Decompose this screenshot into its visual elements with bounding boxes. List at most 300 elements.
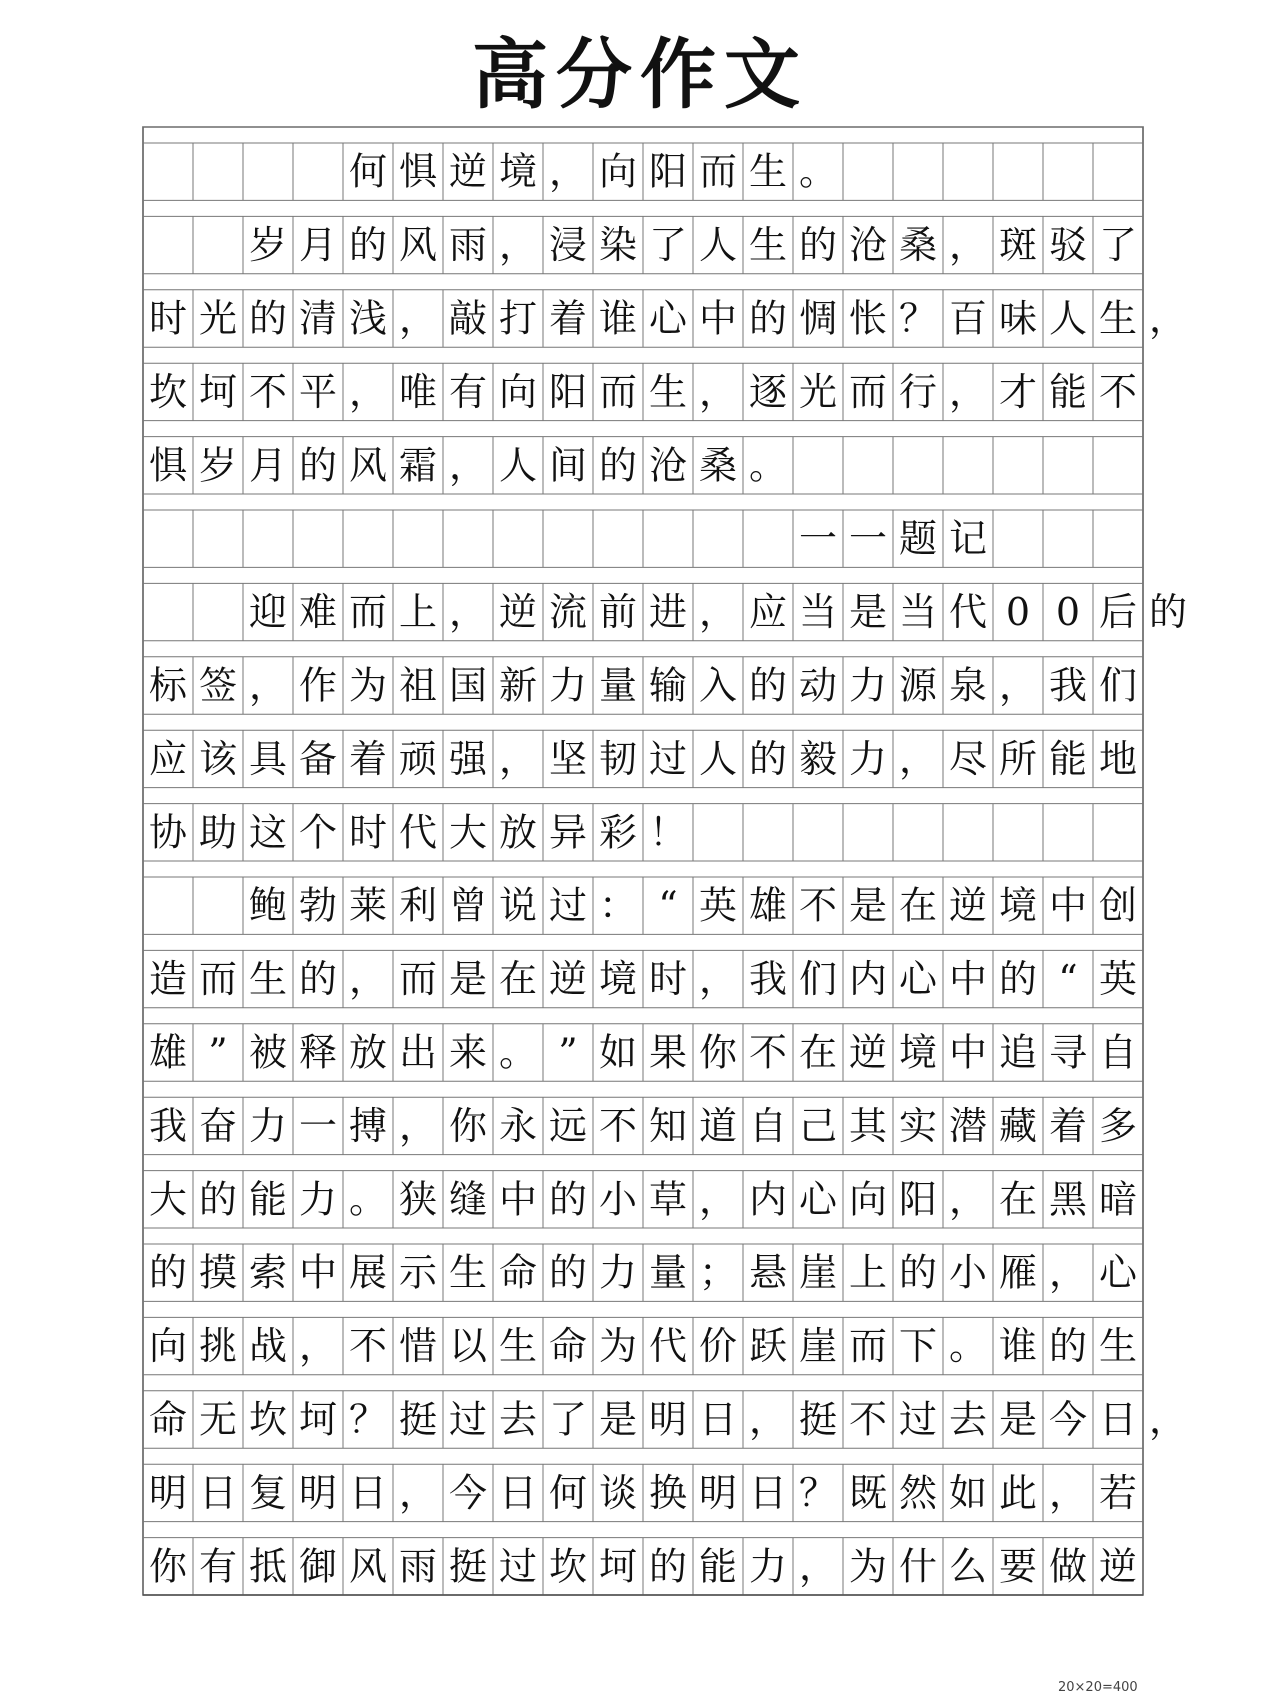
grid-character: 行 — [898, 369, 938, 414]
grid-character: 是 — [598, 1397, 638, 1442]
grid-character: 个 — [298, 810, 338, 855]
grid-character: 题 — [898, 516, 938, 561]
grid-character: 能 — [1048, 736, 1088, 781]
grid-character: 过 — [448, 1397, 488, 1442]
grid-character: 记 — [948, 516, 988, 561]
grid-character: 月 — [248, 443, 288, 488]
grid-character: 。 — [498, 1030, 538, 1075]
grid-character: 时 — [148, 296, 188, 341]
grid-character: 莱 — [348, 883, 388, 928]
grid-character: ， — [298, 1324, 338, 1369]
grid-character: 风 — [398, 223, 438, 268]
grid-character: 说 — [498, 883, 538, 928]
grid-character: 不 — [348, 1324, 388, 1369]
grid-character: 能 — [698, 1544, 738, 1589]
grid-character: 做 — [1048, 1544, 1088, 1589]
grid-character: 而 — [698, 149, 738, 194]
grid-character: 霜 — [398, 443, 438, 488]
grid-character: 你 — [148, 1544, 188, 1589]
grid-character: 逆 — [548, 957, 588, 1002]
grid-character: 了 — [548, 1397, 588, 1442]
grid-character: 出 — [398, 1030, 438, 1075]
grid-character: 跃 — [748, 1324, 788, 1369]
grid-character: 人 — [698, 736, 738, 781]
grid-character: 来 — [448, 1030, 488, 1075]
grid-character: 逆 — [448, 149, 488, 194]
grid-character: 为 — [848, 1544, 888, 1589]
grid-character: 何 — [348, 149, 388, 194]
grid-character: 追 — [998, 1030, 1038, 1075]
grid-character: 岁 — [198, 443, 238, 488]
grid-character: 尽 — [948, 736, 988, 781]
grid-character: 。 — [348, 1177, 388, 1222]
grid-character: 挺 — [448, 1544, 488, 1589]
grid-character: 阳 — [648, 149, 688, 194]
grid-character: 示 — [398, 1250, 438, 1295]
grid-character: 境 — [498, 149, 538, 194]
grid-character: 大 — [448, 810, 488, 855]
grid-character: 唯 — [398, 369, 438, 414]
grid-character: 我 — [148, 1103, 188, 1148]
grid-character: 抵 — [248, 1544, 288, 1589]
grid-character: 向 — [598, 149, 638, 194]
grid-character: 浅 — [348, 296, 388, 341]
grid-character: 潜 — [948, 1103, 988, 1148]
grid-character: 雁 — [998, 1250, 1038, 1295]
grid-character: 的 — [348, 223, 388, 268]
grid-character: 韧 — [598, 736, 638, 781]
grid-character: 生 — [448, 1250, 488, 1295]
grid-character: 0 — [1055, 590, 1081, 635]
grid-character: 其 — [848, 1103, 888, 1148]
grid-character: 向 — [498, 369, 538, 414]
grid-character: 惜 — [398, 1324, 438, 1369]
grid-character: 命 — [148, 1397, 188, 1442]
grid-character: 0 — [1005, 590, 1031, 635]
grid-character: 后 — [1098, 590, 1138, 635]
grid-character: 坎 — [548, 1544, 588, 1589]
grid-character: 挺 — [398, 1397, 438, 1442]
grid-character: ， — [698, 957, 738, 1002]
grid-character: 味 — [998, 296, 1038, 341]
grid-character: 彩 — [598, 810, 638, 855]
grid-character: 境 — [998, 883, 1038, 928]
grid-character: 中 — [948, 1030, 988, 1075]
grid-character: 。 — [748, 443, 788, 488]
grid-character: 力 — [598, 1250, 638, 1295]
grid-character: 的 — [998, 957, 1038, 1002]
grid-character: 释 — [298, 1030, 338, 1075]
grid-character: 代 — [948, 590, 988, 635]
grid-character: 人 — [1048, 296, 1088, 341]
grid-character: 复 — [248, 1470, 288, 1515]
grid-character: 代 — [398, 810, 438, 855]
grid-character: 流 — [548, 590, 588, 635]
grid-character: 英 — [698, 883, 738, 928]
grid-character: 命 — [498, 1250, 538, 1295]
grid-character: 动 — [798, 663, 838, 708]
grid-character: 是 — [998, 1397, 1038, 1442]
grid-character: ， — [398, 1103, 438, 1148]
grid-character: 果 — [648, 1030, 688, 1075]
grid-character: 生 — [748, 223, 788, 268]
grid-character: 前 — [598, 590, 638, 635]
grid-character: 斑 — [998, 223, 1038, 268]
grid-character: 量 — [598, 663, 638, 708]
grid-character: 今 — [448, 1470, 488, 1515]
grid-character: 挺 — [798, 1397, 838, 1442]
grid-character: 祖 — [398, 663, 438, 708]
grid-character: 坎 — [248, 1397, 288, 1442]
grid-character: 中 — [498, 1177, 538, 1222]
grid-character: 量 — [648, 1250, 688, 1295]
grid-character: 中 — [698, 296, 738, 341]
grid-character: 们 — [798, 957, 838, 1002]
grid-character: 不 — [748, 1030, 788, 1075]
grid-character: 逆 — [848, 1030, 888, 1075]
grid-character: ， — [798, 1544, 838, 1589]
grid-character: 一 — [298, 1103, 338, 1148]
grid-character: 时 — [648, 957, 688, 1002]
grid-character: 摸 — [198, 1250, 238, 1295]
grid-character: 谈 — [598, 1470, 638, 1515]
grid-character: 逆 — [1098, 1544, 1138, 1589]
page-title: 高分作文 — [472, 30, 808, 119]
grid-character: 过 — [648, 736, 688, 781]
grid-character: 的 — [748, 736, 788, 781]
grid-character: 具 — [248, 736, 288, 781]
grid-character: 新 — [498, 663, 538, 708]
grid-character: 心 — [648, 296, 688, 341]
grid-character: 心 — [898, 957, 938, 1002]
grid-character: 暗 — [1098, 1177, 1138, 1222]
grid-character: 泉 — [948, 663, 988, 708]
grid-character: 心 — [798, 1177, 838, 1222]
grid-character: 坎 — [148, 369, 188, 414]
grid-character: 而 — [848, 1324, 888, 1369]
grid-character: 惆 — [798, 296, 838, 341]
grid-character: 此 — [998, 1470, 1038, 1515]
grid-character: 缝 — [448, 1177, 488, 1222]
grid-character: 这 — [248, 810, 288, 855]
grid-character: 地 — [1098, 736, 1138, 781]
grid-character: 放 — [498, 810, 538, 855]
grid-character: 崖 — [798, 1250, 838, 1295]
grid-character: 知 — [648, 1103, 688, 1148]
grid-character: 利 — [398, 883, 438, 928]
grid-character: 勃 — [298, 883, 338, 928]
grid-character: 能 — [248, 1177, 288, 1222]
grid-character: 了 — [1098, 223, 1138, 268]
grid-character: 价 — [698, 1324, 738, 1369]
grid-character: ， — [448, 443, 488, 488]
grid-character: 应 — [148, 736, 188, 781]
grid-character: 的 — [248, 296, 288, 341]
grid-character: 我 — [748, 957, 788, 1002]
grid-character: 的 — [798, 223, 838, 268]
grid-character: 何 — [548, 1470, 588, 1515]
grid-character: ， — [548, 149, 588, 194]
grid-character: 向 — [848, 1177, 888, 1222]
grid-character: 的 — [548, 1177, 588, 1222]
grid-character: ， — [248, 663, 288, 708]
grid-character: 造 — [148, 957, 188, 1002]
grid-character: 生 — [1098, 296, 1138, 341]
grid-character: “ — [1058, 957, 1078, 1002]
grid-character: 大 — [148, 1177, 188, 1222]
grid-character: 而 — [348, 590, 388, 635]
grid-character: ， — [998, 663, 1038, 708]
grid-character: ， — [698, 369, 738, 414]
grid-character: 明 — [148, 1470, 188, 1515]
grid-character: 向 — [148, 1324, 188, 1369]
grid-character: 百 — [948, 296, 988, 341]
grid-character: 坚 — [548, 736, 588, 781]
grid-character: 远 — [548, 1103, 588, 1148]
grid-character: 坷 — [198, 369, 238, 414]
grid-character: ， — [698, 590, 738, 635]
grid-character: 明 — [298, 1470, 338, 1515]
grid-character: 人 — [698, 223, 738, 268]
grid-character: 源 — [898, 663, 938, 708]
grid-character: 若 — [1098, 1470, 1138, 1515]
grid-character: ， — [498, 223, 538, 268]
grid-character: 的 — [1048, 1324, 1088, 1369]
grid-character: 染 — [598, 223, 638, 268]
grid-character: 惧 — [148, 443, 188, 488]
grid-character: 生 — [748, 149, 788, 194]
grid-character: 敲 — [448, 296, 488, 341]
grid-character: 内 — [748, 1177, 788, 1222]
grid-character: 御 — [298, 1544, 338, 1589]
grid-character: 的 — [548, 1250, 588, 1295]
grid-character: 上 — [848, 1250, 888, 1295]
grid-character: 明 — [648, 1397, 688, 1442]
grid-character: 平 — [298, 369, 338, 414]
grid-character: 的 — [148, 1250, 188, 1295]
grid-character: ？ — [348, 1397, 388, 1442]
grid-character: 力 — [848, 736, 888, 781]
grid-character: 的 — [198, 1177, 238, 1222]
grid-character: 自 — [1098, 1030, 1138, 1075]
grid-character: 过 — [498, 1544, 538, 1589]
grid-character: 标 — [148, 663, 188, 708]
grid-character: 无 — [198, 1397, 238, 1442]
grid-character: 内 — [848, 957, 888, 1002]
grid-count-label: 20×20=400 — [1058, 1680, 1138, 1695]
grid-character: 永 — [498, 1103, 538, 1148]
grid-character: 为 — [348, 663, 388, 708]
grid-character: 坷 — [298, 1397, 338, 1442]
grid-character: 搏 — [348, 1103, 388, 1148]
grid-character: 奋 — [198, 1103, 238, 1148]
grid-character: 日 — [348, 1470, 388, 1515]
grid-character: 当 — [798, 590, 838, 635]
grid-character: 风 — [348, 1544, 388, 1589]
grid-character: 什 — [898, 1544, 938, 1589]
grid-character: 的 — [898, 1250, 938, 1295]
grid-character: 上 — [398, 590, 438, 635]
grid-character: 过 — [548, 883, 588, 928]
grid-character: 挑 — [198, 1324, 238, 1369]
grid-character: 不 — [598, 1103, 638, 1148]
grid-character: 该 — [198, 736, 238, 781]
grid-character: 打 — [498, 296, 538, 341]
grid-character: 雨 — [398, 1544, 438, 1589]
grid-character: 所 — [998, 736, 1038, 781]
grid-character: 协 — [148, 810, 188, 855]
grid-character: 生 — [648, 369, 688, 414]
grid-character: 迎 — [248, 590, 288, 635]
grid-character: 了 — [648, 223, 688, 268]
grid-character: 力 — [548, 663, 588, 708]
grid-character: 间 — [548, 443, 588, 488]
grid-character: 狭 — [398, 1177, 438, 1222]
grid-character: 以 — [448, 1324, 488, 1369]
grid-character: 着 — [548, 296, 588, 341]
grid-character: 不 — [1098, 369, 1138, 414]
grid-character: ” — [208, 1030, 228, 1075]
grid-character: 月 — [298, 223, 338, 268]
grid-character: 放 — [348, 1030, 388, 1075]
grid-character: 寻 — [1048, 1030, 1088, 1075]
grid-character: 力 — [748, 1544, 788, 1589]
grid-character: 助 — [198, 810, 238, 855]
grid-character: 们 — [1098, 663, 1138, 708]
grid-character: ， — [748, 1397, 788, 1442]
grid-character: 为 — [598, 1324, 638, 1369]
grid-character: 雨 — [448, 223, 488, 268]
grid-character: 备 — [298, 736, 338, 781]
grid-character: 顽 — [398, 736, 438, 781]
grid-character: 毅 — [798, 736, 838, 781]
grid-character: 国 — [448, 663, 488, 708]
grid-character: 日 — [1098, 1397, 1138, 1442]
grid-character: 应 — [748, 590, 788, 635]
grid-character: 阳 — [898, 1177, 938, 1222]
grid-character: 然 — [898, 1470, 938, 1515]
grid-character: 作 — [298, 663, 338, 708]
grid-character: 而 — [598, 369, 638, 414]
grid-character: 实 — [898, 1103, 938, 1148]
grid-character: 境 — [898, 1030, 938, 1075]
grid-character: 是 — [848, 590, 888, 635]
grid-character: 而 — [398, 957, 438, 1002]
grid-character: 输 — [648, 663, 688, 708]
grid-character: ， — [348, 369, 388, 414]
grid-character: ” — [558, 1030, 578, 1075]
grid-character: 如 — [948, 1470, 988, 1515]
grid-character: 境 — [598, 957, 638, 1002]
grid-character: 力 — [848, 663, 888, 708]
grid-character: 你 — [448, 1103, 488, 1148]
grid-character: 你 — [698, 1030, 738, 1075]
grid-character: 有 — [448, 369, 488, 414]
grid-character: 的 — [748, 663, 788, 708]
grid-character: ， — [1048, 1470, 1088, 1515]
grid-character: 中 — [948, 957, 988, 1002]
grid-character: 战 — [248, 1324, 288, 1369]
grid-character: ， — [448, 590, 488, 635]
grid-character: 入 — [698, 663, 738, 708]
grid-character: 去 — [948, 1397, 988, 1442]
grid-character: 桑 — [698, 443, 738, 488]
grid-character: 不 — [848, 1397, 888, 1442]
grid-character: 人 — [498, 443, 538, 488]
grid-character: 命 — [548, 1324, 588, 1369]
grid-character: 。 — [948, 1324, 988, 1369]
grid-character: 换 — [648, 1470, 688, 1515]
grid-character: 崖 — [798, 1324, 838, 1369]
grid-character: 曾 — [448, 883, 488, 928]
grid-character: 浸 — [548, 223, 588, 268]
grid-character: 雄 — [148, 1030, 188, 1075]
grid-character: 悬 — [748, 1250, 788, 1295]
grid-character: 是 — [848, 883, 888, 928]
grid-character: 藏 — [998, 1103, 1038, 1148]
grid-character: 多 — [1098, 1103, 1138, 1148]
grid-character: 么 — [948, 1544, 988, 1589]
grid-character: 的 — [298, 443, 338, 488]
grid-character: 岁 — [248, 223, 288, 268]
grid-character: 逆 — [948, 883, 988, 928]
grid-character: 小 — [598, 1177, 638, 1222]
grid-character: ， — [1148, 296, 1188, 341]
grid-character: 逐 — [748, 369, 788, 414]
grid-character: 日 — [498, 1470, 538, 1515]
grid-character: 着 — [348, 736, 388, 781]
grid-character: 在 — [798, 1030, 838, 1075]
grid-character: 索 — [248, 1250, 288, 1295]
grid-character: ， — [1048, 1250, 1088, 1295]
grid-character: 惧 — [398, 149, 438, 194]
grid-character: 生 — [498, 1324, 538, 1369]
grid-character: 草 — [648, 1177, 688, 1222]
grid-character: 强 — [448, 736, 488, 781]
grid-character: 。 — [798, 149, 838, 194]
grid-character: 鲍 — [248, 883, 288, 928]
grid-character: 异 — [548, 810, 588, 855]
grid-character: 小 — [948, 1250, 988, 1295]
grid-character: 光 — [798, 369, 838, 414]
grid-character: 怅 — [848, 296, 888, 341]
grid-character: “ — [658, 883, 678, 928]
grid-character: 谁 — [998, 1324, 1038, 1369]
grid-character: 日 — [198, 1470, 238, 1515]
grid-character: 清 — [298, 296, 338, 341]
grid-character: 驳 — [1048, 223, 1088, 268]
grid-character: 在 — [498, 957, 538, 1002]
grid-character: 日 — [698, 1397, 738, 1442]
grid-character: 在 — [898, 883, 938, 928]
grid-character: ； — [698, 1250, 738, 1295]
grid-character: 当 — [898, 590, 938, 635]
grid-character: 心 — [1098, 1250, 1138, 1295]
grid-character: 谁 — [598, 296, 638, 341]
grid-character: ？ — [798, 1470, 838, 1515]
grid-character: 中 — [1048, 883, 1088, 928]
grid-character: 的 — [748, 296, 788, 341]
grid-character: 被 — [248, 1030, 288, 1075]
grid-character: ， — [348, 957, 388, 1002]
grid-character: 一 — [798, 516, 838, 561]
grid-character: 生 — [1098, 1324, 1138, 1369]
grid-character: 今 — [1048, 1397, 1088, 1442]
grid-character: 不 — [248, 369, 288, 414]
grid-character: 阳 — [548, 369, 588, 414]
grid-character: 能 — [1048, 369, 1088, 414]
grid-character: 生 — [248, 957, 288, 1002]
